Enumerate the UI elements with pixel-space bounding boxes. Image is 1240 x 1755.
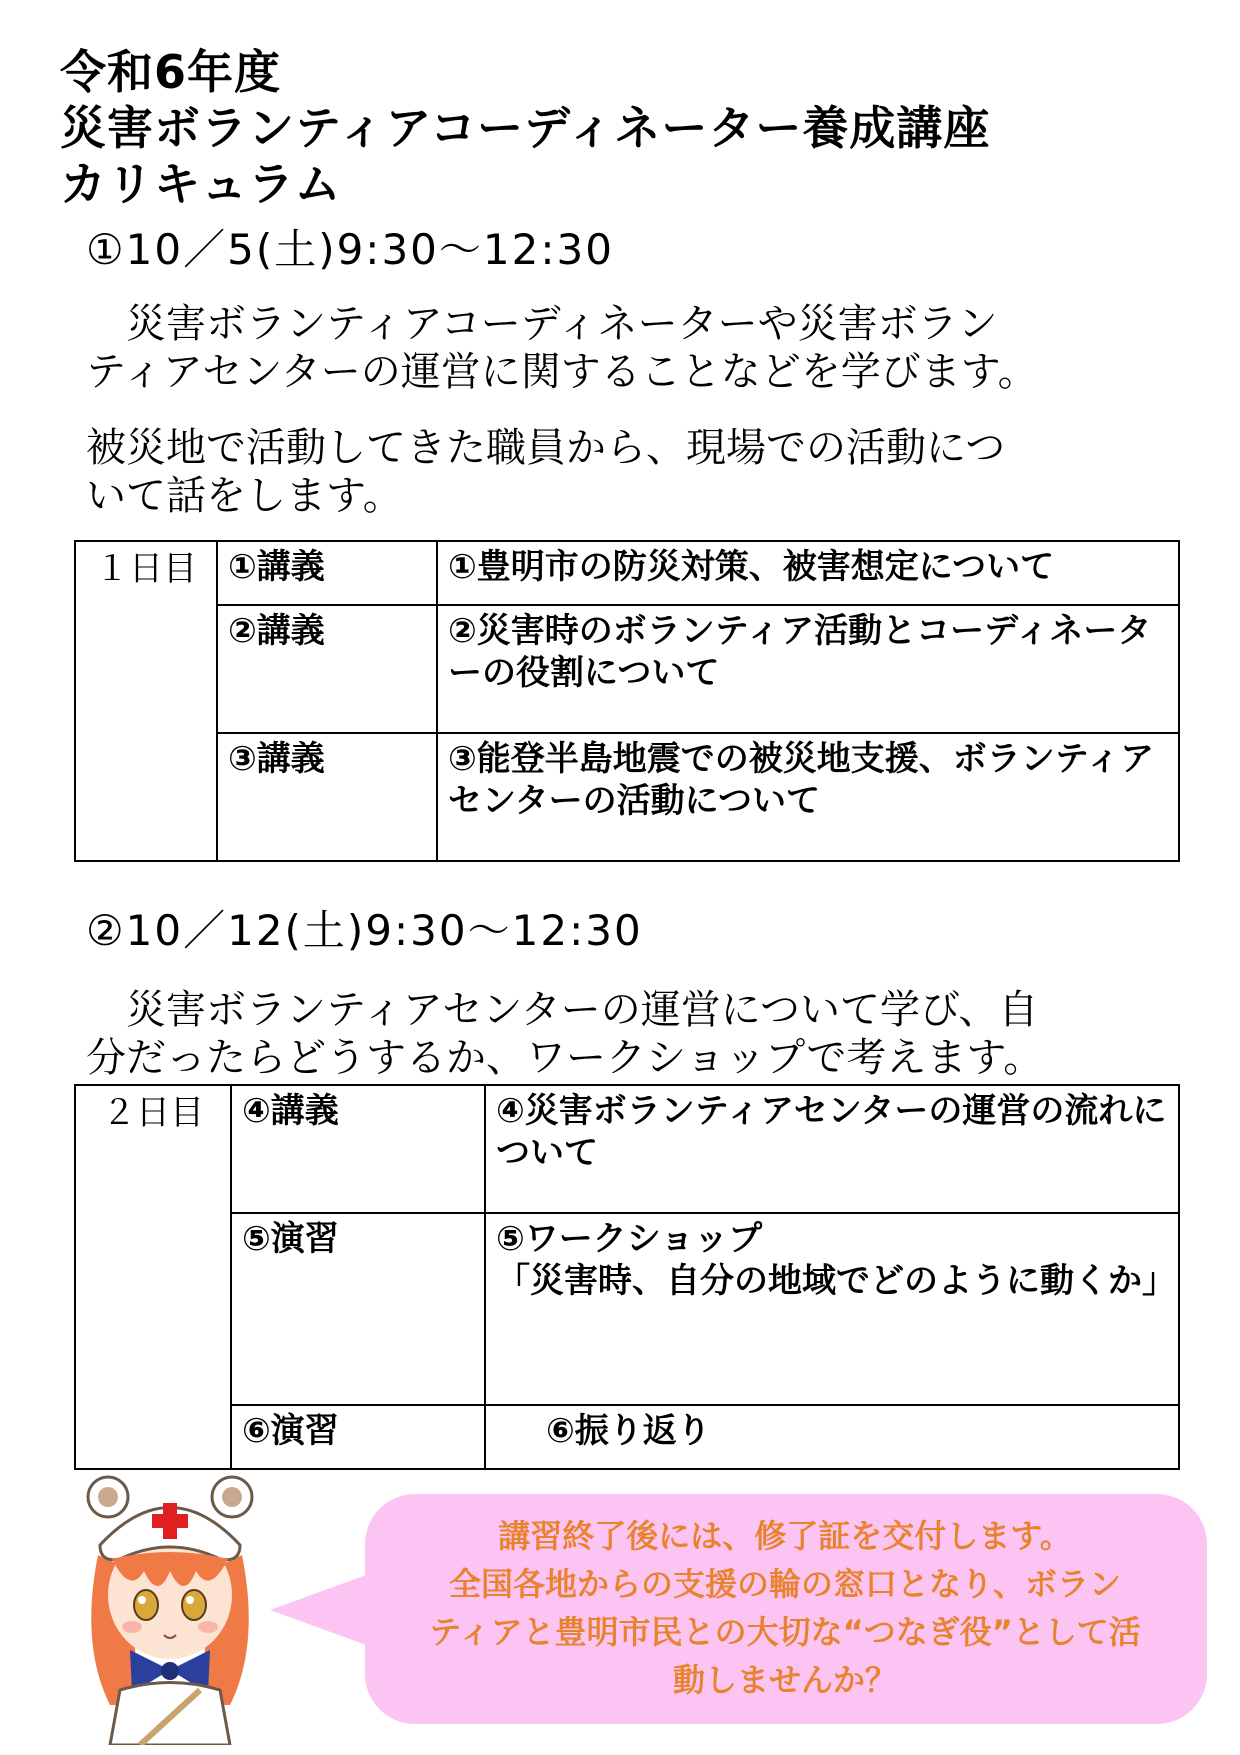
session1-description bbox=[86, 300, 1038, 396]
day2-schedule-table bbox=[74, 1084, 1180, 1470]
speech-bubble-tail-icon bbox=[270, 1560, 380, 1660]
session1-desc-line: ティアセンターの運営に関することなどを学びます。 bbox=[86, 349, 1038, 395]
nurse-bear-mascot-icon bbox=[70, 1475, 270, 1745]
lecture-content: ③能登半島地震での被災地支援、ボランティアセンターの活動について bbox=[437, 733, 1179, 861]
session1-desc2-line: いて話をします。 bbox=[86, 473, 403, 519]
lecture-type: ①講義 bbox=[217, 541, 437, 605]
lecture-type: ④講義 bbox=[231, 1085, 485, 1213]
table-row bbox=[75, 1213, 1179, 1405]
lecture-content: ①豊明市の防災対策、被害想定について bbox=[437, 541, 1179, 605]
lecture-content bbox=[485, 1213, 1179, 1405]
table-row bbox=[75, 1405, 1179, 1469]
workshop-theme: 「災害時、自分の地域でどのように動くか」 bbox=[496, 1261, 1176, 1301]
page-title bbox=[60, 44, 990, 212]
workshop-title: ⑤ワークショップ bbox=[496, 1219, 763, 1259]
session1-date: ①10／5(土)9:30～12:30 bbox=[86, 225, 614, 274]
title-course: 災害ボランティアコーディネーター養成講座 bbox=[60, 101, 991, 155]
lecture-type: ⑥演習 bbox=[231, 1405, 485, 1469]
lecture-type: ⑤演習 bbox=[231, 1213, 485, 1405]
session2-date: ②10／12(土)9:30～12:30 bbox=[86, 906, 643, 955]
lecture-content: ②災害時のボランティア活動とコーディネーターの役割について bbox=[437, 605, 1179, 733]
day2-label: ２日目 bbox=[75, 1085, 231, 1469]
title-curriculum: カリキュラム bbox=[60, 157, 342, 211]
callout-line: ティアと豊明市民との大切な“つなぎ役”として活 bbox=[429, 1613, 1141, 1651]
title-year: 令和6年度 bbox=[60, 45, 282, 99]
session2-desc-line: 分だったらどうするか、ワークショップで考えます。 bbox=[86, 1035, 1044, 1081]
callout-text bbox=[380, 1512, 1190, 1704]
day1-schedule-table bbox=[74, 540, 1180, 862]
lecture-type: ③講義 bbox=[217, 733, 437, 861]
table-row bbox=[75, 1085, 1179, 1213]
session1-description-2 bbox=[86, 424, 1005, 520]
lecture-content: ④災害ボランティアセンターの運営の流れについて bbox=[485, 1085, 1179, 1213]
table-row bbox=[75, 733, 1179, 861]
table-row bbox=[75, 605, 1179, 733]
session1-desc-line: 災害ボランティアコーディネーターや災害ボラン bbox=[86, 301, 998, 347]
lecture-content: ⑥振り返り bbox=[485, 1405, 1179, 1469]
table-row bbox=[75, 541, 1179, 605]
session2-desc-line: 災害ボランティアセンターの運営について学び、自 bbox=[86, 987, 1039, 1033]
callout-line: 全国各地からの支援の輪の窓口となり、ボラン bbox=[448, 1565, 1121, 1603]
day1-label: １日目 bbox=[75, 541, 217, 861]
session1-desc2-line: 被災地で活動してきた職員から、現場での活動につ bbox=[86, 425, 1006, 471]
callout-line: 動しませんか？ bbox=[672, 1661, 897, 1699]
callout-line: 講習終了後には、修了証を交付します。 bbox=[498, 1517, 1072, 1555]
session2-description bbox=[86, 986, 1043, 1082]
lecture-type: ②講義 bbox=[217, 605, 437, 733]
